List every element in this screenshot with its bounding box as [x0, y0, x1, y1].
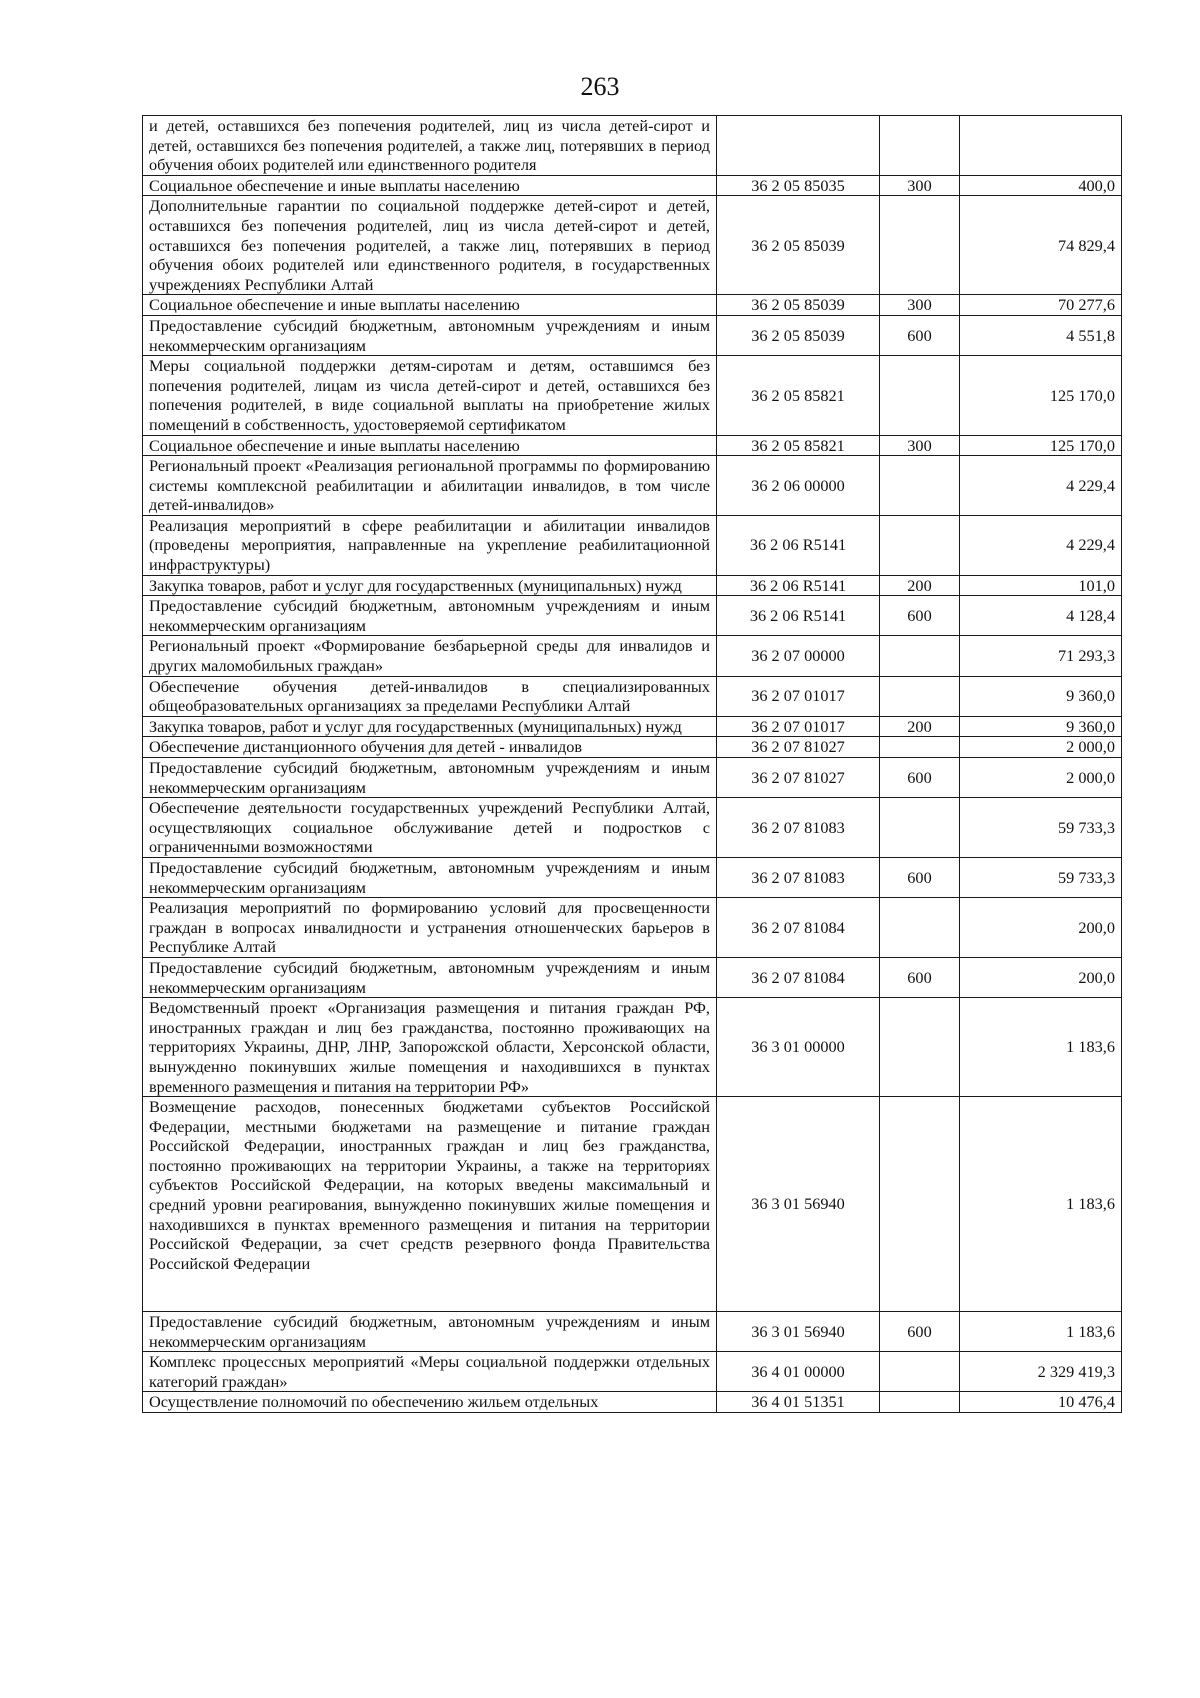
row-type-cell: 600 — [880, 957, 960, 997]
row-sum-cell: 9 360,0 — [960, 716, 1122, 737]
row-type-cell — [880, 356, 960, 435]
row-type-cell: 600 — [880, 315, 960, 355]
table-row — [143, 1097, 1122, 1312]
row-type-cell: 600 — [880, 1312, 960, 1352]
row-code-cell: 36 2 05 85821 — [717, 356, 880, 435]
row-sum-cell: 70 277,6 — [960, 295, 1122, 316]
row-sum-cell: 400,0 — [960, 175, 1122, 196]
row-type-cell — [880, 456, 960, 516]
table-row — [143, 716, 1122, 737]
row-sum-cell: 59 733,3 — [960, 857, 1122, 897]
row-code-cell: 36 2 05 85821 — [717, 435, 880, 456]
row-sum-cell: 74 829,4 — [960, 196, 1122, 295]
row-name-cell: Обеспечение деятельности государственных учреждений Республики Алтай, осуществляющих социальное обслуживание детей и подростков с ограниченными возможностями — [143, 798, 717, 858]
table-row — [143, 1392, 1122, 1413]
row-type-cell — [880, 998, 960, 1097]
row-sum-cell: 125 170,0 — [960, 356, 1122, 435]
row-code-cell: 36 2 07 81084 — [717, 898, 880, 958]
table-row — [143, 575, 1122, 596]
row-sum-cell: 4 229,4 — [960, 456, 1122, 516]
row-name-cell: Дополнительные гарантии по социальной поддержке детей-сирот и детей, оставшихся без попечения родителей, лиц из числа детей-сирот и детей, оставшихся без попечения родителей, а также лиц, потерявших в период обучения обоих родителей или единственного родителя, в государственных учреждениях Республики Алтай — [143, 196, 717, 295]
row-code-cell: 36 2 07 81027 — [717, 758, 880, 798]
row-type-cell — [880, 1392, 960, 1413]
row-sum-cell: 9 360,0 — [960, 676, 1122, 716]
row-code-cell: 36 4 01 00000 — [717, 1352, 880, 1392]
row-sum-cell: 200,0 — [960, 898, 1122, 958]
row-code-cell: 36 2 05 85039 — [717, 196, 880, 295]
row-type-cell — [880, 1097, 960, 1312]
budget-table — [142, 115, 1122, 1413]
page-number: 263 — [580, 72, 620, 101]
table-row — [143, 898, 1122, 958]
table-row — [143, 1352, 1122, 1392]
table-row — [143, 515, 1122, 575]
table-row — [143, 737, 1122, 758]
row-type-cell — [880, 116, 960, 176]
row-type-cell: 300 — [880, 435, 960, 456]
row-sum-cell: 59 733,3 — [960, 798, 1122, 858]
row-name-cell: Возмещение расходов, понесенных бюджетами субъектов Российской Федерации, местными бюджетами на размещение и питание граждан Российской Федерации, иностранных граждан и лиц без гражданства, постоянно проживающих на территории Украины, а также на территориях субъектов Российской Федерации, на которых введены максимальный и средний уровни реагирования, вынужденно покинувших жилые помещения и находившихся в пунктах временного размещения и питания на территории Российской Федерации, за счет средств резервного фонда Правительства Российской Федерации — [143, 1097, 717, 1312]
row-code-cell: 36 2 07 81084 — [717, 957, 880, 997]
table-row — [143, 356, 1122, 435]
row-sum-cell: 4 551,8 — [960, 315, 1122, 355]
row-type-cell — [880, 676, 960, 716]
row-sum-cell: 4 128,4 — [960, 596, 1122, 636]
row-name-cell: Социальное обеспечение и иные выплаты населению — [143, 295, 717, 316]
row-name-cell: Комплекс процессных мероприятий «Меры социальной поддержки отдельных категорий граждан» — [143, 1352, 717, 1392]
row-type-cell — [880, 898, 960, 958]
table-row — [143, 196, 1122, 295]
table-row — [143, 998, 1122, 1097]
row-code-cell: 36 2 07 00000 — [717, 636, 880, 676]
table-row — [143, 857, 1122, 897]
row-code-cell: 36 2 06 R5141 — [717, 596, 880, 636]
table-row — [143, 315, 1122, 355]
row-code-cell: 36 3 01 56940 — [717, 1312, 880, 1352]
table-row — [143, 798, 1122, 858]
row-sum-cell: 1 183,6 — [960, 1312, 1122, 1352]
row-sum-cell: 1 183,6 — [960, 1097, 1122, 1312]
table-row — [143, 1312, 1122, 1352]
row-name-cell: Предоставление субсидий бюджетным, автономным учреждениям и иным некоммерческим организациям — [143, 315, 717, 355]
row-sum-cell: 4 229,4 — [960, 515, 1122, 575]
row-sum-cell: 2 329 419,3 — [960, 1352, 1122, 1392]
row-code-cell: 36 2 06 R5141 — [717, 515, 880, 575]
row-name-cell: Предоставление субсидий бюджетным, автономным учреждениям и иным некоммерческим организациям — [143, 596, 717, 636]
row-code-cell: 36 2 07 81027 — [717, 737, 880, 758]
row-type-cell: 300 — [880, 175, 960, 196]
row-type-cell: 600 — [880, 596, 960, 636]
row-name-cell: Социальное обеспечение и иные выплаты населению — [143, 435, 717, 456]
row-sum-cell: 71 293,3 — [960, 636, 1122, 676]
row-name-cell: Предоставление субсидий бюджетным, автономным учреждениям и иным некоммерческим организациям — [143, 957, 717, 997]
row-code-cell: 36 3 01 56940 — [717, 1097, 880, 1312]
row-name-cell: Реализация мероприятий по формированию условий для просвещенности граждан в вопросах инвалидности и устранения отношенческих барьеров в Республике Алтай — [143, 898, 717, 958]
table-row — [143, 758, 1122, 798]
row-name-cell: Предоставление субсидий бюджетным, автономным учреждениям и иным некоммерческим организациям — [143, 857, 717, 897]
row-code-cell: 36 2 05 85039 — [717, 315, 880, 355]
table-row — [143, 676, 1122, 716]
row-code-cell: 36 2 06 00000 — [717, 456, 880, 516]
row-name-cell: Реализация мероприятий в сфере реабилитации и абилитации инвалидов (проведены мероприятия, направленные на укрепление реабилитационной инфраструктуры) — [143, 515, 717, 575]
row-sum-cell: 10 476,4 — [960, 1392, 1122, 1413]
row-type-cell: 200 — [880, 716, 960, 737]
row-type-cell — [880, 1352, 960, 1392]
row-code-cell: 36 2 07 81083 — [717, 857, 880, 897]
row-name-cell: Осуществление полномочий по обеспечению жильем отдельных — [143, 1392, 717, 1413]
table-row — [143, 295, 1122, 316]
row-name-cell: Региональный проект «Реализация региональной программы по формированию системы комплексной реабилитации и абилитации инвалидов, в том числе детей-инвалидов» — [143, 456, 717, 516]
table-row — [143, 957, 1122, 997]
row-name-cell: и детей, оставшихся без попечения родителей, лиц из числа детей-сирот и детей, оставшихся без попечения родителей, а также лиц, потерявших в период обучения обоих родителей или единственного родителя — [143, 116, 717, 176]
row-code-cell — [717, 116, 880, 176]
row-name-cell: Обеспечение дистанционного обучения для детей - инвалидов — [143, 737, 717, 758]
row-sum-cell: 101,0 — [960, 575, 1122, 596]
table-row — [143, 456, 1122, 516]
row-sum-cell: 2 000,0 — [960, 758, 1122, 798]
row-type-cell — [880, 515, 960, 575]
table-row — [143, 636, 1122, 676]
table-row — [143, 596, 1122, 636]
row-name-cell: Предоставление субсидий бюджетным, автономным учреждениям и иным некоммерческим организациям — [143, 758, 717, 798]
row-type-cell — [880, 636, 960, 676]
budget-table-body — [143, 116, 1122, 1413]
row-type-cell: 600 — [880, 758, 960, 798]
row-type-cell: 300 — [880, 295, 960, 316]
row-sum-cell: 2 000,0 — [960, 737, 1122, 758]
row-sum-cell: 200,0 — [960, 957, 1122, 997]
row-sum-cell: 125 170,0 — [960, 435, 1122, 456]
row-code-cell: 36 2 05 85035 — [717, 175, 880, 196]
row-name-cell: Закупка товаров, работ и услуг для государственных (муниципальных) нужд — [143, 575, 717, 596]
row-type-cell — [880, 737, 960, 758]
row-type-cell: 600 — [880, 857, 960, 897]
row-name-cell: Ведомственный проект «Организация размещения и питания граждан РФ, иностранных граждан и лиц без гражданства, постоянно проживающих на территориях Украины, ДНР, ЛНР, Запорожской области, Херсонской области, вынужденно покинувших жилые помещения и находившихся в пунктах временного размещения и питания на территории РФ» — [143, 998, 717, 1097]
row-code-cell: 36 2 07 01017 — [717, 716, 880, 737]
row-type-cell — [880, 196, 960, 295]
table-row — [143, 435, 1122, 456]
table-row — [143, 175, 1122, 196]
row-type-cell — [880, 798, 960, 858]
row-code-cell: 36 2 06 R5141 — [717, 575, 880, 596]
row-name-cell: Меры социальной поддержки детям-сиротам и детям, оставшимся без попечения родителей, лицам из числа детей-сирот и детей, оставшихся без попечения родителей, в виде социальной выплаты на приобретение жилых помещений в собственность, удостоверяемой сертификатом — [143, 356, 717, 435]
row-code-cell: 36 2 05 85039 — [717, 295, 880, 316]
table-row — [143, 116, 1122, 176]
row-sum-cell — [960, 116, 1122, 176]
row-sum-cell: 1 183,6 — [960, 998, 1122, 1097]
row-code-cell: 36 3 01 00000 — [717, 998, 880, 1097]
row-name-cell: Социальное обеспечение и иные выплаты населению — [143, 175, 717, 196]
row-code-cell: 36 2 07 01017 — [717, 676, 880, 716]
row-type-cell: 200 — [880, 575, 960, 596]
row-code-cell: 36 2 07 81083 — [717, 798, 880, 858]
row-name-cell: Предоставление субсидий бюджетным, автономным учреждениям и иным некоммерческим организациям — [143, 1312, 717, 1352]
row-name-cell: Региональный проект «Формирование безбарьерной среды для инвалидов и других маломобильных граждан» — [143, 636, 717, 676]
row-name-cell: Обеспечение обучения детей-инвалидов в специализированных общеобразовательных организациях за пределами Республики Алтай — [143, 676, 717, 716]
row-code-cell: 36 4 01 51351 — [717, 1392, 880, 1413]
row-name-cell: Закупка товаров, работ и услуг для государственных (муниципальных) нужд — [143, 716, 717, 737]
